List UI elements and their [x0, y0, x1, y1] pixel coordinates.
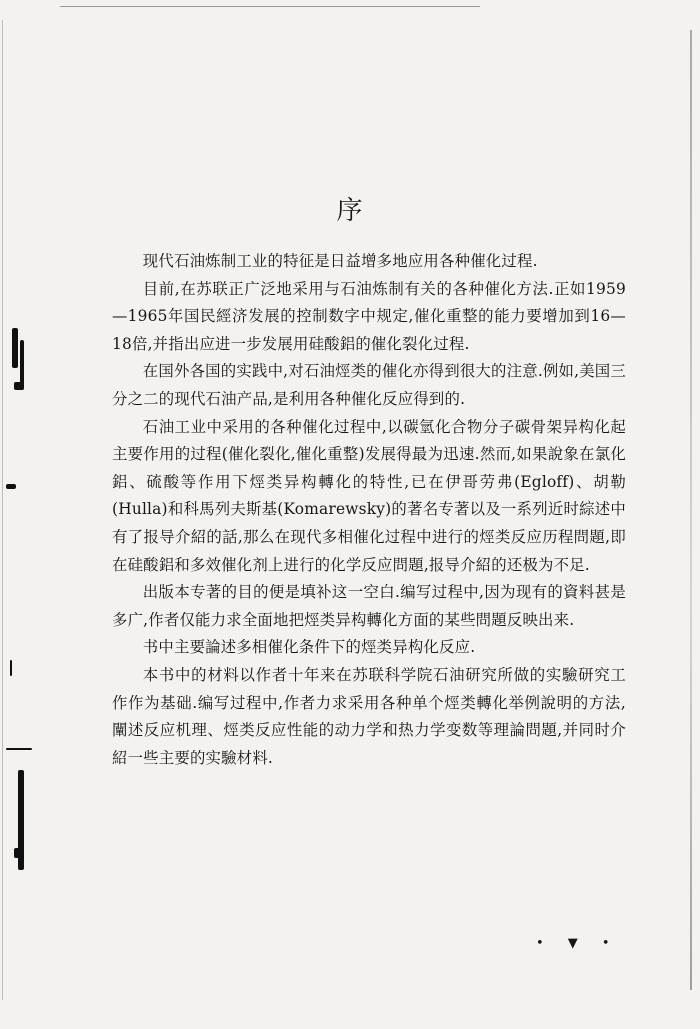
binding-mark — [14, 848, 24, 858]
binding-mark — [10, 660, 12, 676]
binding-mark — [6, 748, 32, 750]
paragraph-7: 本书中的材料以作者十年来在苏联科学院石油研究所做的实驗研究工作作为基础.编写过程中,作者力求采用各种单个烴类轉化举例說明的方法,闡述反应机理、烴类反应性能的动力学和热力学变数等理論問題,并同时介紹一些主要的实驗材料. — [112, 665, 626, 767]
binding-mark — [6, 484, 16, 489]
paragraph-6: 书中主要論述多相催化条件下的烴类异构化反应. — [142, 638, 476, 657]
paragraph-2: 目前,在苏联正广泛地采用与石油炼制有关的各种催化方法.正如1959—1965年国民經济发展的控制数字中规定,催化重整的能力要增加到16—18倍,并指出应进一步发展用硅酸鋁的催化裂化过程. — [112, 279, 626, 353]
binding-mark — [14, 382, 24, 390]
page-footer-mark: • ▼ • — [536, 936, 620, 951]
paragraph-3: 在国外各国的实践中,对石油烴类的催化亦得到很大的注意.例如,美国三分之二的现代石油产品,是利用各种催化反应得到的. — [112, 362, 626, 408]
preface-body — [112, 248, 626, 772]
preface-title: 序 — [336, 196, 364, 226]
binding-mark — [12, 328, 18, 368]
right-page-edge — [690, 30, 692, 990]
left-page-edge — [2, 20, 3, 1000]
paragraph-5: 出版本专著的目的便是填补这一空白.编写过程中,因为现有的資料甚是多广,作者仅能力求全面地把烴类异构轉化方面的某些問題反映出来. — [112, 583, 626, 629]
top-rule — [60, 6, 480, 7]
paragraph-1: 现代石油炼制工业的特征是日益增多地应用各种催化过程. — [142, 252, 538, 270]
paragraph-4: 石油工业中采用的各种催化过程中,以碳氫化合物分子碳骨架异构化起主要作用的过程(催化裂化,催化重整)发展得最为迅速.然而,如果說象在氯化鋁、硫酸等作用下烴类异构轉化的特性,已在伊哥劳弗(Egloff)、胡勒(Hulla)和科馬列夫斯基(Komarewsky)的著名专著以及一系列近时綜述中有了报导介紹的話,那么在现代多相催化过程中进行的烴类反应历程問題,即在硅酸鋁和多效催化剂上进行的化学反应問題,报导介紹的还极为不足. — [112, 417, 626, 574]
